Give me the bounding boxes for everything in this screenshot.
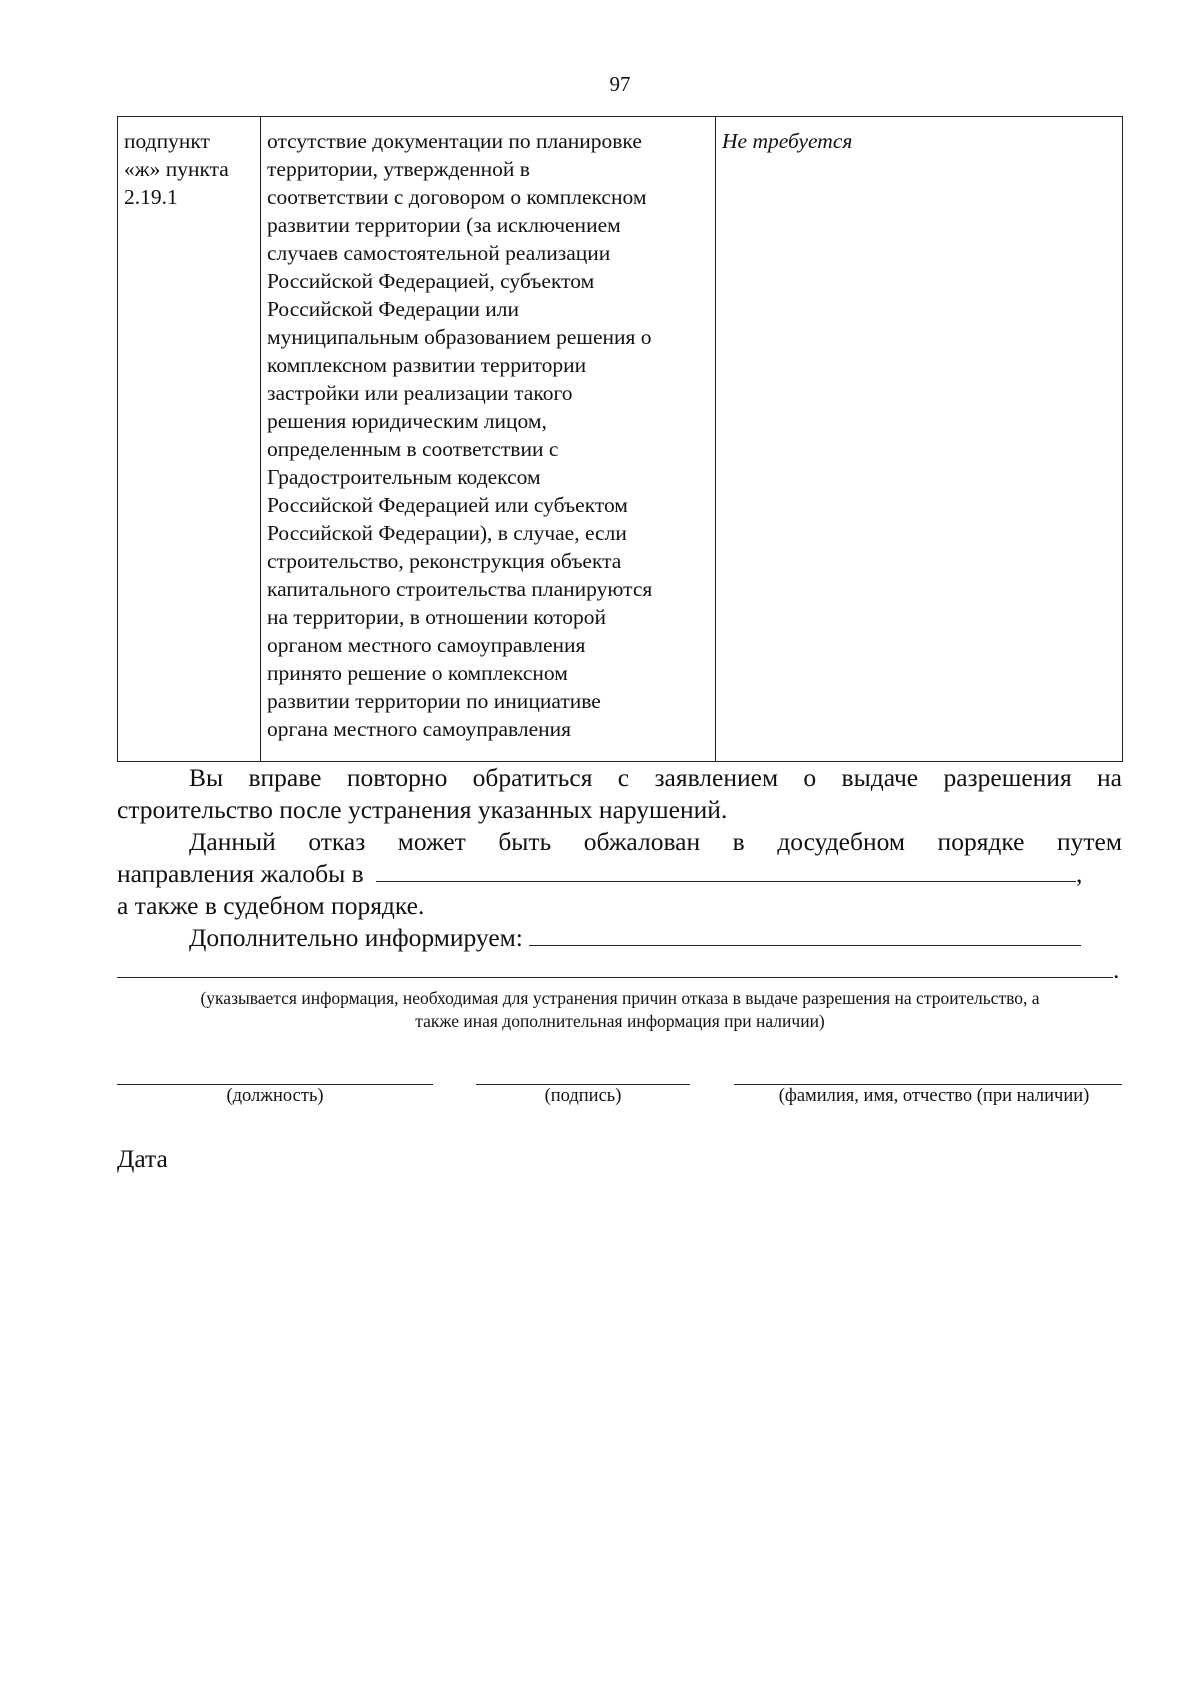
caption-line-1: (указывается информация, необходимая для устранения причин отказа в выдаче разрешения на строительство, а bbox=[200, 988, 1040, 1008]
appeal-line-1: Данный отказ может быть обжалован в досудебном порядке путем bbox=[189, 827, 1122, 856]
signature-caption: (подпись) bbox=[544, 1086, 622, 1106]
appeal-body-field[interactable] bbox=[376, 881, 1076, 882]
additional-line-1 bbox=[117, 922, 1122, 954]
appeal-prefix: направления жалобы в bbox=[117, 859, 364, 888]
end-dot: . bbox=[1113, 955, 1120, 984]
reapply-line-1: Вы вправе повторно обратиться с заявлением о выдаче разрешения на bbox=[189, 763, 1122, 792]
full-name-caption: (фамилия, имя, отчество (при наличии) bbox=[778, 1086, 1090, 1106]
legal-reference-cell: подпункт «ж» пункта 2.19.1 bbox=[118, 117, 261, 762]
additional-info-caption bbox=[100, 987, 1140, 1033]
position-line[interactable] bbox=[117, 1084, 433, 1085]
appeal-paragraph bbox=[117, 826, 1122, 922]
additional-info-paragraph bbox=[117, 922, 1122, 986]
caption-line-2: также иная дополнительная информация при наличии) bbox=[415, 1011, 825, 1031]
appeal-comma: , bbox=[1076, 859, 1083, 888]
date-label: Дата bbox=[117, 1144, 168, 1173]
full-name-line[interactable] bbox=[734, 1084, 1122, 1085]
appeal-line-3: а также в судебном порядке. bbox=[117, 891, 425, 920]
appeal-line-2 bbox=[117, 858, 1122, 890]
decision-cell: Не требуется bbox=[716, 117, 1123, 762]
position-caption: (должность) bbox=[226, 1086, 324, 1106]
signature-line[interactable] bbox=[476, 1084, 690, 1085]
additional-label: Дополнительно информируем: bbox=[189, 923, 523, 952]
table-row bbox=[118, 117, 1123, 762]
additional-line-2 bbox=[117, 954, 1122, 986]
reapply-line-2: строительство после устранения указанных нарушений. bbox=[117, 795, 728, 824]
additional-info-field-2[interactable] bbox=[117, 977, 1113, 978]
refusal-reason-cell: отсутствие документации по планировке территории, утвержденной в соответствии с договором о комплексном развитии территории (за исключением случаев самостоятельной реализации Российской Федерацией, субъектом Российской Федерации или муниципальным образованием решения о комплексном развитии территории застройки или реализации такого решения юридическим лицом, определенным в соответствии с Градостроительным кодексом Российской Федерацией или субъектом Российской Федерации), в случае, если строительство, реконструкция объекта капитального строительства планируются на территории, в отношении которой органом местного самоуправления принято решение о комплексном развитии территории по инициативе органа местного самоуправления bbox=[261, 117, 716, 762]
reapply-paragraph bbox=[117, 762, 1122, 826]
additional-info-field[interactable] bbox=[529, 945, 1081, 946]
page-number: 97 bbox=[609, 72, 631, 96]
refusal-grounds-table bbox=[117, 116, 1123, 762]
